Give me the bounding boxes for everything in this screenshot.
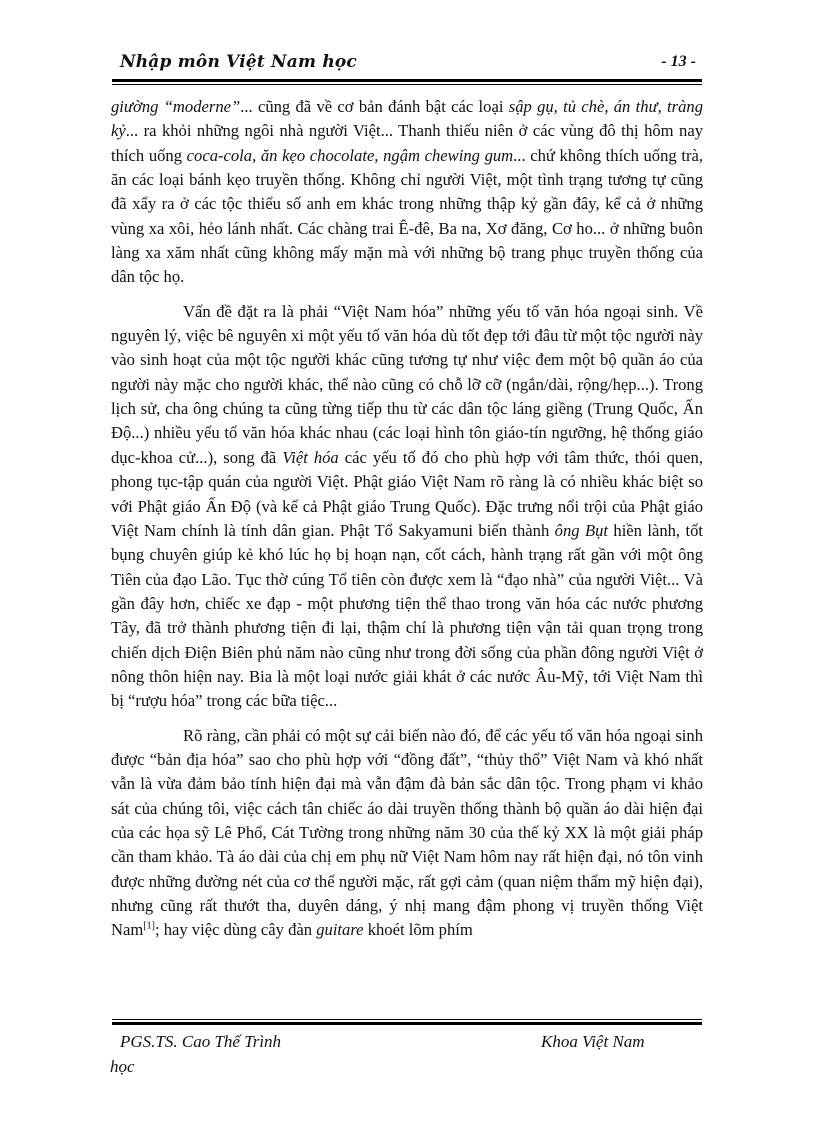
text-span: ... chứ không thích uống trà, ăn các loại bánh kẹo truyền thống. Không chỉ người Việt, một tình trạng tương tự cũng đã xẩy ra ở các tộc thiểu số anh em khác trong những thập kỷ gần đây, kể cả ở những vùng xa xôi, hẻo lánh nhất. Các chàng trai Ê-đê, Ba na, Xơ đăng, Cơ ho... ở những buôn làng xa xăm nhất cũng không mấy mặn mà với những bộ trang phục truyền thống của dân tộc họ. [111,145,703,287]
text-span: Vấn đề đặt ra là phải “Việt Nam hóa” những yếu tố văn hóa ngoại sinh. Về nguyên lý, việc bê nguyên xi một yếu tố văn hóa dù tốt đẹp tới đâu từ một tộc người này vào sinh hoạt của một tộc người khác cũng tương tự như việc đem một bộ quần áo của người này mặc cho người khác, thể nào cũng có chỗ lỡ cỡ (ngắn/dài, rộng/hẹp...). Trong lịch sử, cha ông chúng ta cũng từng tiếp thu từ các dân tộc láng giềng (Trung Quốc, Ấn Độ...) nhiều yếu tố văn hóa khác nhau (các loại hình tôn giáo-tín ngưỡng, hệ thống giáo dục-khoa cử...), song đã [111,301,703,467]
paragraph [111,724,703,943]
paragraph [111,95,703,290]
text-span: Rõ ràng, cần phải có một sự cải biến nào đó, để các yếu tố văn hóa ngoại sinh được “bản địa hóa” sao cho phù hợp với “đồng đất”, “thủy thổ” Việt Nam và khó nhất vẫn là vừa đảm bảo tính hiện đại mà vẫn đậm đà bản sắc dân tộc. Trong phạm vi khảo sát của chúng tôi, việc cách tân chiếc áo dài truyền thống thành bộ quần áo dài hiện đại của các họa sỹ Lê Phổ, Cát Tường trong những năm 30 của thế kỷ XX là một giải pháp cần tham khảo. Tà áo dài của chị em phụ nữ Việt Nam hôm nay rất hiện đại, nó tôn vinh được những đường nét của cơ thể người mặc, rất gợi cảm (quan niệm thẩm mỹ hiện đại), nhưng cũng rất thướt tha, duyên dáng, ý nhị mang đậm phong vị truyền thống Việt Nam [111,725,703,940]
text-span: khoét lõm phím [363,920,473,940]
header-title: Nhập môn Việt Nam học [120,52,357,72]
text-span: các yếu tố đó cho phù hợp với tâm thức, thói quen, phong tục-tập quán của người Việt. Phật giáo Việt Nam rõ ràng là có nhiều khác biệt so với Phật giáo Ấn Độ (và kể cả Phật giáo Trung Quốc). Đặc trưng nổi trội của Phật giáo Việt Nam chính là tính dân gian. Phật Tổ Sakyamuni biến thành [111,447,703,540]
footer-department: Khoa Việt Nam [541,1032,645,1051]
italic-text: guitare [316,920,364,940]
footer-rule-thick [112,1022,702,1025]
text-span: ; hay việc dùng cây đàn [154,920,317,940]
italic-text: giường “moderne” [111,97,241,116]
italic-text: sập gụ, tủ chè, án thư, tràng kỷ [111,97,703,141]
header-rule-thick [112,79,702,82]
header-rule-thin [112,84,702,85]
italic-text: ông Bụt [554,520,608,540]
text-span: ... ra khỏi những ngôi nhà người Việt... Thanh thiếu niên ở các vùng đô thị hôm nay thích uống [111,121,703,165]
footnote-ref[interactable]: [1] [143,920,155,932]
body-text [111,95,703,943]
text-span: hiền lành, tốt bụng chuyên giúp kẻ khó lúc họ bị hoạn nạn, cốt cách, hành trạng rất gần với một ông Tiên của đạo Lão. Tục thờ cúng Tổ tiên còn được xem là “đạo nhà” của người Việt... Và gần đây hơn, chiếc xe đạp - một phương tiện thể thao trong văn hóa các nước phương Tây, đã trở thành phương tiện đi lại, thậm chí là phương tiện vận tải quan trọng trong chiến dịch Điện Biên phủ năm nào cũng như trong đời sống của phần đông người Việt ở nông thôn hiện nay. Bia là một loại nước giải khát ở các nước Âu-Mỹ, tới Việt Nam thì bị “rượu hóa” trong các bữa tiệc... [111,520,703,711]
italic-text: Việt hóa [282,447,339,467]
footer-author: PGS.TS. Cao Thế Trình [120,1032,282,1051]
text-span: ... cũng đã về cơ bản đánh bật các loại [240,97,509,116]
running-header [112,50,702,78]
italic-text: coca-cola, ăn kẹo chocolate, ngậm chewing gum [186,145,514,165]
footer-rule-thin [112,1019,702,1020]
paragraph [111,300,703,714]
page-number: - 13 - [661,53,696,70]
footer-department-wrap: học [110,1057,135,1076]
